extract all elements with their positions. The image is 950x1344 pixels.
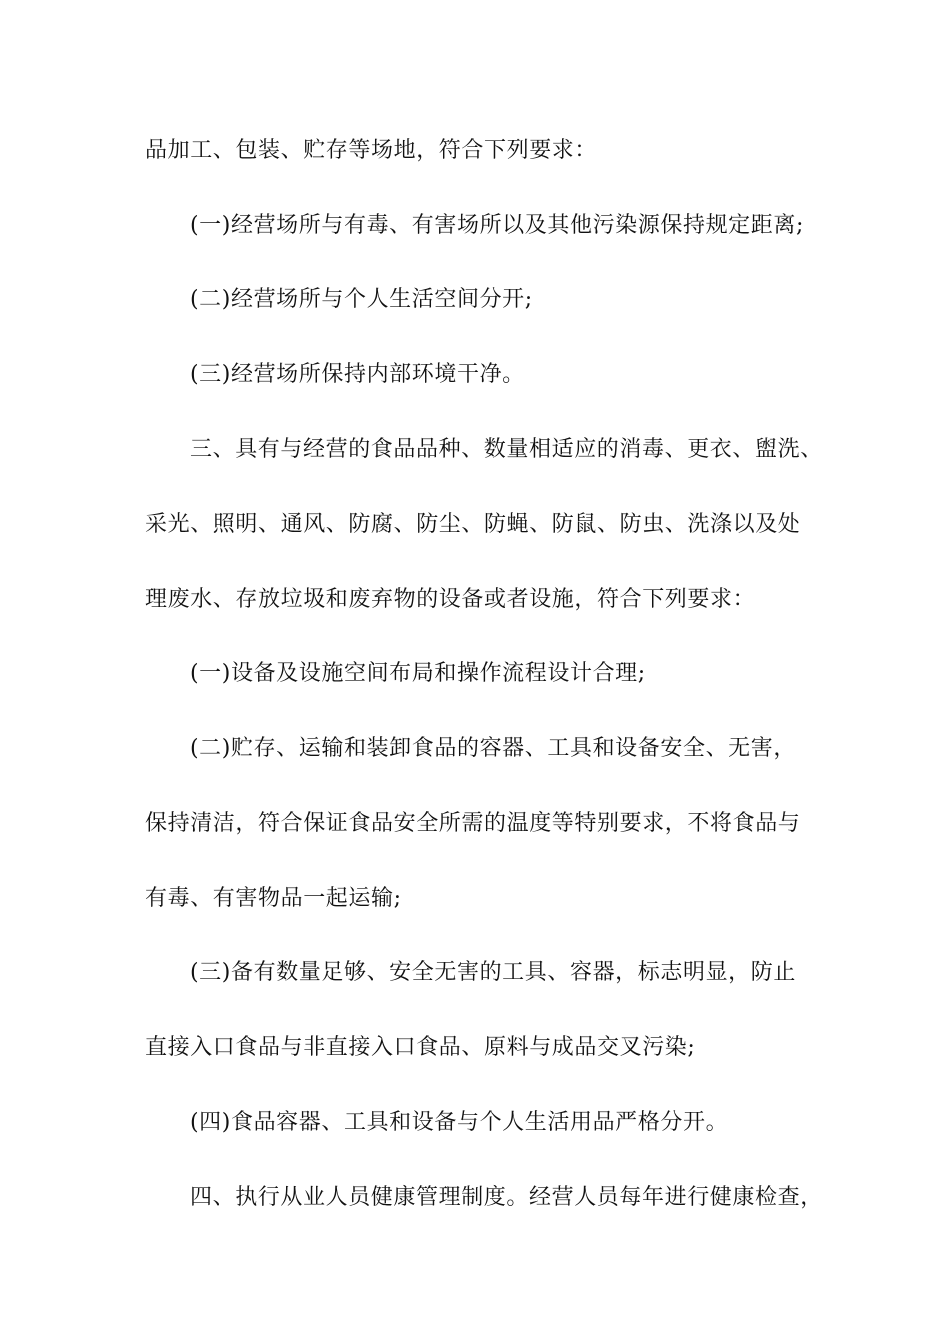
text-line-15: 四、执行从业人员健康管理制度。经营人员每年进行健康检查，	[190, 1185, 823, 1210]
text-line-7: 理废水、存放垃圾和废弃物的设备或者设施，符合下列要求：	[145, 587, 756, 612]
text-line-10: 保持清洁，符合保证食品安全所需的温度等特别要求，不将食品与	[145, 811, 801, 836]
text-line-14: (四)食品容器、工具和设备与个人生活用品严格分开。	[190, 1110, 729, 1135]
text-line-11: 有毒、有害物品一起运输;	[145, 886, 402, 911]
text-line-6: 采光、照明、通风、防腐、防尘、防蝇、防鼠、防虫、洗涤以及处	[145, 512, 801, 537]
text-line-2: (一)经营场所与有毒、有害场所以及其他污染源保持规定距离;	[190, 213, 804, 238]
text-line-12: (三)备有数量足够、安全无害的工具、容器，标志明显，防止	[190, 960, 796, 985]
text-line-13: 直接入口食品与非直接入口食品、原料与成品交叉污染;	[145, 1035, 696, 1060]
text-line-3: (二)经营场所与个人生活空间分开;	[190, 287, 533, 312]
text-line-1: 品加工、包装、贮存等场地，符合下列要求：	[145, 138, 598, 163]
text-line-4: (三)经营场所保持内部环境干净。	[190, 362, 525, 387]
text-line-8: (一)设备及设施空间布局和操作流程设计合理;	[190, 661, 646, 686]
text-line-9: (二)贮存、运输和装卸食品的容器、工具和设备安全、无害，	[190, 736, 796, 761]
text-line-5: 三、具有与经营的食品品种、数量相适应的消毒、更衣、盥洗、	[190, 437, 823, 462]
